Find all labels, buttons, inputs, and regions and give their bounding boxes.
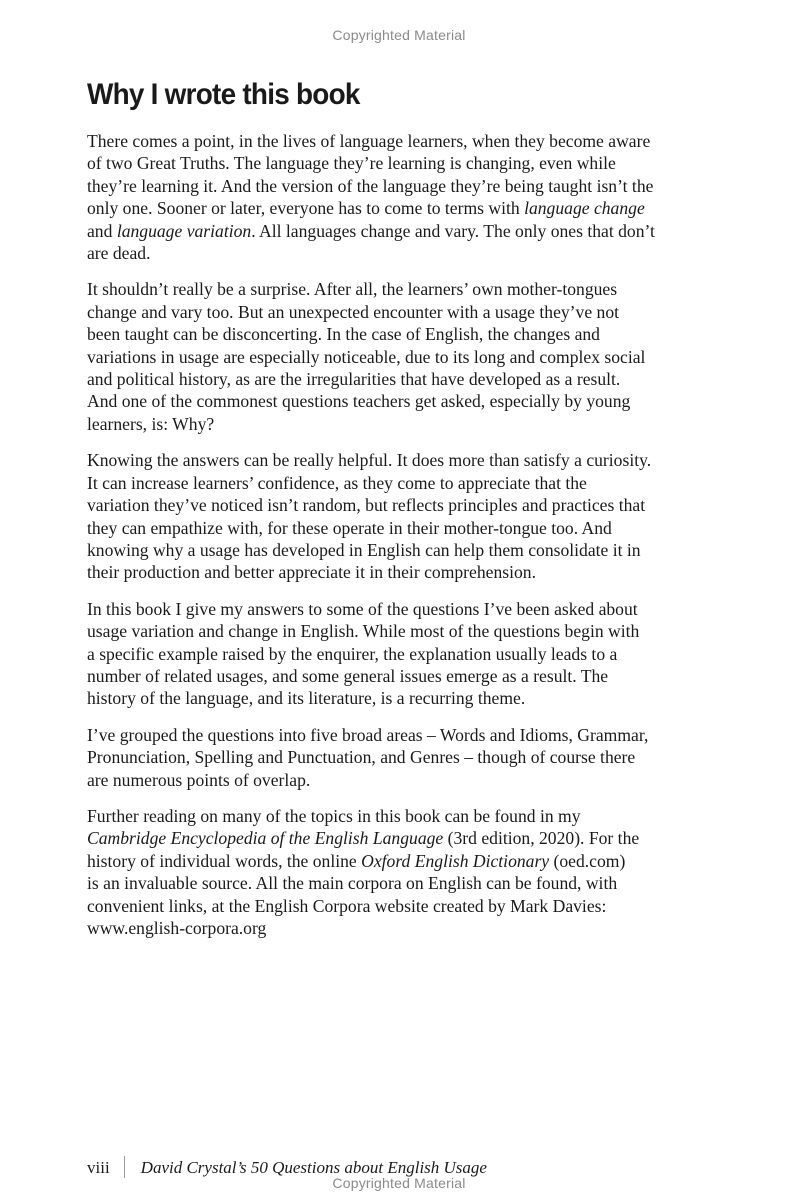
text-line — [87, 368, 727, 390]
text-run: of two Great Truths. The language they’re learning is changing, even while — [87, 153, 616, 174]
text-line — [87, 130, 727, 152]
page-number: viii — [87, 1158, 110, 1177]
text-run: knowing why a usage has developed in English can help them consolidate it in — [87, 539, 641, 560]
text-line — [87, 917, 727, 939]
text-line — [87, 724, 727, 746]
text-line — [87, 687, 727, 709]
text-run: variations in usage are especially noticeable, due to its long and complex social — [87, 346, 646, 367]
text-line — [87, 390, 727, 412]
text-line — [87, 242, 727, 264]
text-run: And one of the commonest questions teachers get asked, especially by young — [87, 391, 631, 412]
body-text — [87, 130, 727, 953]
paragraph — [87, 449, 727, 583]
text-line — [87, 805, 727, 827]
text-line — [87, 449, 727, 471]
text-run: variation they’ve noticed isn’t random, but reflects principles and practices that — [87, 495, 646, 516]
paragraph — [87, 805, 727, 939]
text-line — [87, 665, 727, 687]
copyright-watermark-bottom: Copyrighted Material — [332, 1175, 466, 1191]
text-run: In this book I give my answers to some of the questions I’ve been asked about — [87, 598, 638, 619]
text-line — [87, 643, 727, 665]
text-run: are numerous points of overlap. — [87, 769, 311, 790]
text-line — [87, 598, 727, 620]
text-run: they can empathize with, for these operate in their mother-tongue too. And — [87, 517, 612, 538]
text-run: change and vary too. But an unexpected encounter with a usage they’ve not — [87, 301, 620, 322]
text-run: (3rd edition, 2020). For the — [443, 828, 640, 849]
text-line — [87, 494, 727, 516]
text-run: been taught can be disconcerting. In the case of English, the changes and — [87, 324, 600, 345]
text-run: their production and better appreciate it in their comprehension. — [87, 562, 536, 583]
text-run: Further reading on many of the topics in this book can be found in my — [87, 805, 581, 826]
text-run: There comes a point, in the lives of language learners, when they become aware — [87, 131, 651, 151]
text-line — [87, 197, 727, 219]
text-line — [87, 895, 727, 917]
text-line — [87, 346, 727, 368]
text-run: is an invaluable source. All the main corpora on English can be found, with — [87, 873, 618, 894]
text-run: only one. Sooner or later, everyone has to come to terms with — [87, 198, 525, 219]
text-run: . All languages change and vary. The only ones that don’t — [251, 220, 655, 241]
text-line — [87, 301, 727, 323]
text-line — [87, 175, 727, 197]
text-line — [87, 323, 727, 345]
text-line — [87, 539, 727, 561]
text-run: they’re learning it. And the version of the language they’re being taught isn’t the — [87, 175, 654, 196]
text-run: learners, is: Why? — [87, 413, 215, 434]
text-run: a specific example raised by the enquirer, the explanation usually leads to a — [87, 643, 618, 664]
text-line — [87, 746, 727, 768]
text-run: usage variation and change in English. While most of the questions begin with — [87, 621, 640, 642]
text-line — [87, 561, 727, 583]
text-line — [87, 850, 727, 872]
paragraph — [87, 598, 727, 710]
paragraph — [87, 130, 727, 264]
text-line — [87, 827, 727, 849]
text-run: history of the language, and its literature, is a recurring theme. — [87, 688, 526, 709]
text-run: It can increase learners’ confidence, as they come to appreciate that the — [87, 472, 587, 493]
paragraph — [87, 278, 727, 435]
text-run: and — [87, 220, 117, 241]
text-run: convenient links, at the English Corpora website created by Mark Davies: — [87, 895, 607, 916]
italic-text: Cambridge Encyclopedia of the English Language — [87, 828, 444, 849]
text-run: are dead. — [87, 243, 151, 264]
italic-text: language variation — [116, 220, 252, 241]
text-line — [87, 472, 727, 494]
text-run: Pronunciation, Spelling and Punctuation, and Genres – though of course there — [87, 747, 636, 768]
paragraph — [87, 724, 727, 791]
text-line — [87, 620, 727, 642]
text-run: (oed.com) — [549, 850, 626, 871]
text-line — [87, 278, 727, 300]
text-line — [87, 517, 727, 539]
text-run: Knowing the answers can be really helpful. It does more than satisfy a curiosity. — [87, 450, 652, 471]
text-run: number of related usages, and some general issues emerge as a result. The — [87, 665, 609, 686]
italic-text: Oxford English Dictionary — [361, 850, 550, 871]
page-title: Why I wrote this book — [87, 78, 360, 111]
text-run: www.english-corpora.org — [87, 918, 267, 938]
text-line — [87, 152, 727, 174]
copyright-watermark-top: Copyrighted Material — [332, 27, 466, 43]
italic-text: language change — [524, 198, 645, 219]
text-run: history of individual words, the online — [87, 850, 362, 871]
text-run: and political history, as are the irregularities that have developed as a result. — [87, 369, 621, 390]
text-run: It shouldn’t really be a surprise. After all, the learners’ own mother-tongues — [87, 279, 618, 300]
running-head: David Crystal’s 50 Questions about English Usage — [140, 1158, 487, 1177]
text-line — [87, 413, 727, 435]
text-line — [87, 872, 727, 894]
text-run: I’ve grouped the questions into five broad areas – Words and Idioms, Grammar, — [87, 724, 649, 745]
text-line — [87, 769, 727, 791]
text-line — [87, 220, 727, 242]
